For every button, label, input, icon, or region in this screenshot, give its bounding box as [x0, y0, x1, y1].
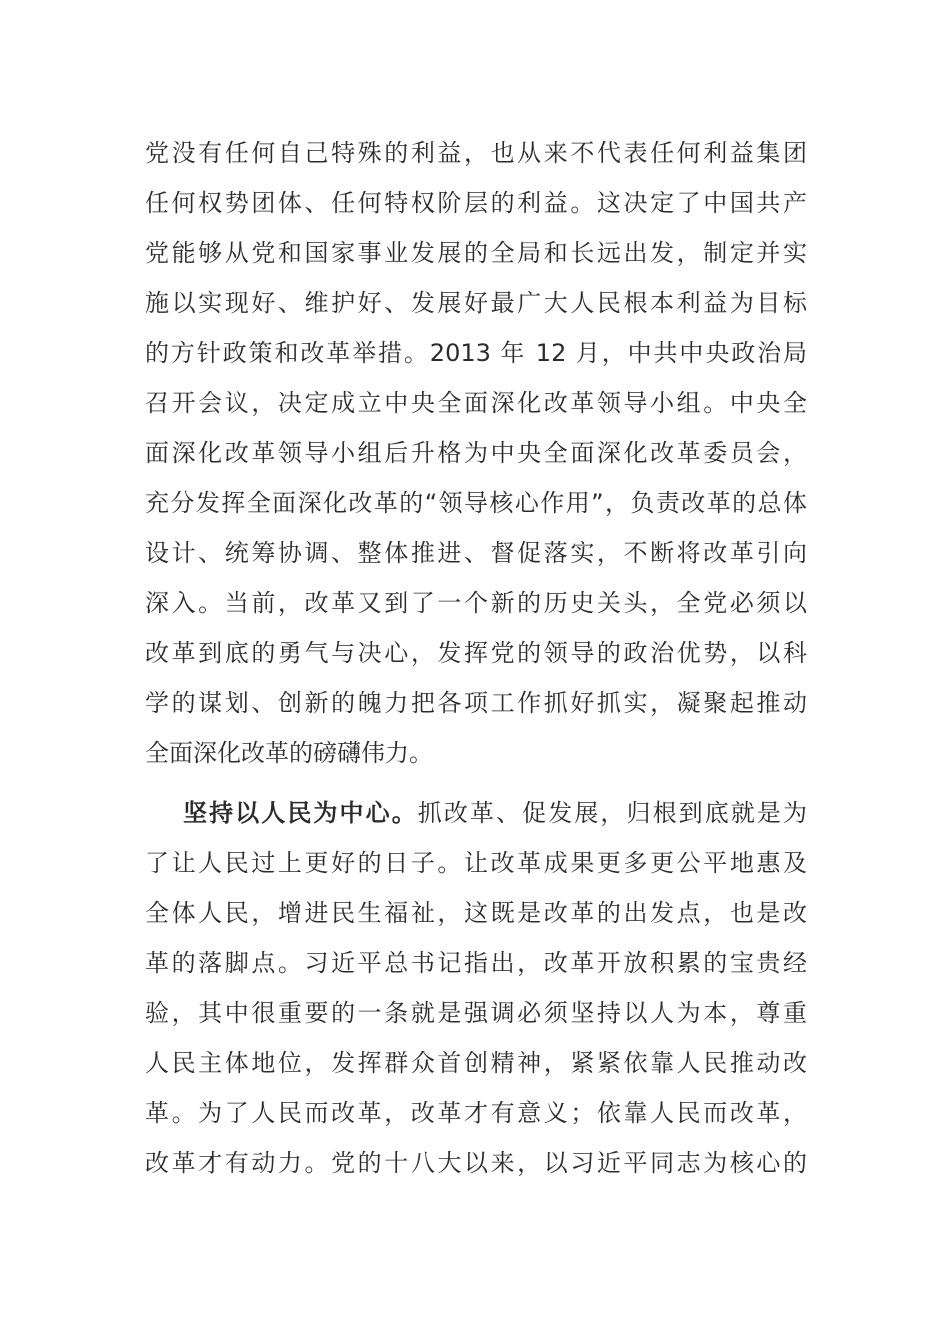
paragraph-2	[145, 788, 807, 1188]
paragraph-1	[145, 128, 807, 778]
paragraph-line: 学的谋划、创新的魄力把各项工作抓好抓实，凝聚起推动	[145, 689, 807, 717]
paragraph-line: 设计、统筹协调、整体推进、督促落实，不断将改革引向	[145, 539, 807, 567]
paragraph-line: 党能够从党和国家事业发展的全局和长远出发，制定并实	[145, 239, 807, 267]
paragraph-heading: 坚持以人民为中心。	[183, 799, 418, 827]
paragraph-line-rest: 抓改革、促发展，归根到底就是为	[417, 799, 807, 827]
paragraph-spacer	[145, 778, 807, 788]
paragraph-line: 深入。当前，改革又到了一个新的历史关头，全党必须以	[145, 589, 807, 617]
paragraph-line: 充分发挥全面深化改革的“领导核心作用”，负责改革的总体	[145, 489, 807, 517]
paragraph-line: 全面深化改革的磅礴伟力。	[145, 739, 433, 767]
paragraph-line: 改革到底的勇气与决心，发挥党的领导的政治优势，以科	[145, 639, 807, 667]
paragraph-line: 任何权势团体、任何特权阶层的利益。这决定了中国共产	[145, 189, 807, 217]
paragraph-line: 人民主体地位，发挥群众首创精神，紧紧依靠人民推动改	[145, 1049, 807, 1077]
paragraph-line: 施以实现好、维护好、发展好最广大人民根本利益为目标	[145, 289, 807, 317]
paragraph-line: 召开会议，决定成立中央全面深化改革领导小组。中央全	[145, 389, 807, 417]
paragraph-line: 了让人民过上更好的日子。让改革成果更多更公平地惠及	[145, 849, 807, 877]
body-text	[145, 128, 807, 1188]
paragraph-line: 革。为了人民而改革，改革才有意义；依靠人民而改革，	[145, 1099, 807, 1127]
paragraph-line: 的方针政策和改革举措。2013 年 12 月，中共中央政治局	[145, 339, 807, 367]
paragraph-line: 全体人民，增进民生福祉，这既是改革的出发点，也是改	[145, 899, 807, 927]
paragraph-first-line	[145, 788, 807, 838]
paragraph-line: 党没有任何自己特殊的利益，也从来不代表任何利益集团	[145, 139, 807, 167]
paragraph-line: 面深化改革领导小组后升格为中央全面深化改革委员会，	[145, 439, 807, 467]
paragraph-line: 验，其中很重要的一条就是强调必须坚持以人为本，尊重	[145, 999, 807, 1027]
paragraph-line: 革的落脚点。习近平总书记指出，改革开放积累的宝贵经	[145, 949, 807, 977]
paragraph-line: 改革才有动力。党的十八大以来，以习近平同志为核心的	[145, 1149, 807, 1177]
